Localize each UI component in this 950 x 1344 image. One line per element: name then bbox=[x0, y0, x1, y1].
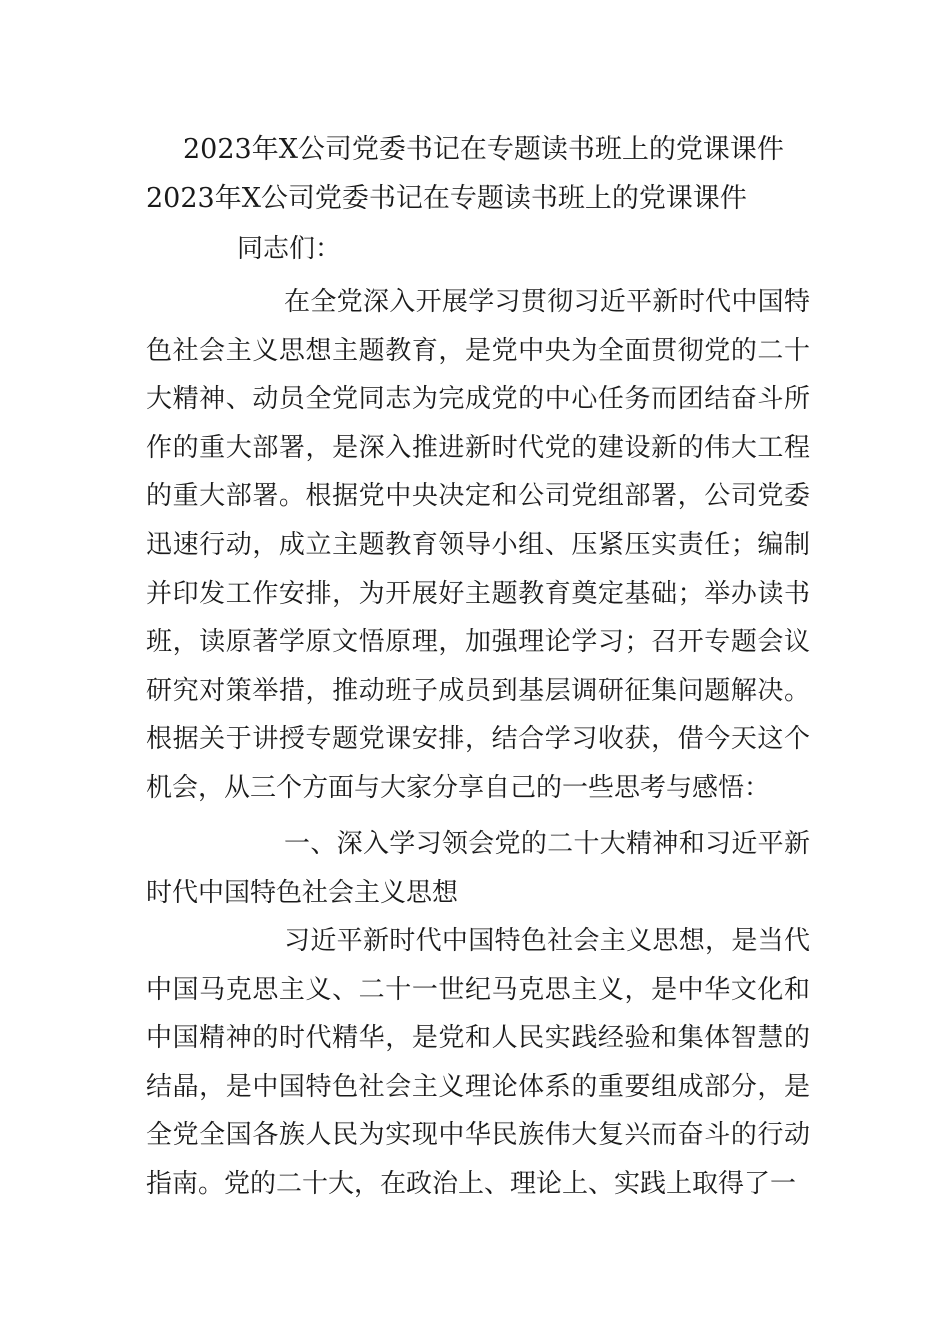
body-paragraph: 习近平新时代中国特色社会主义思想，是当代中国马克思主义、二十一世纪马克思主义，是中华文化和中国精神的时代精华，是党和人民实践经验和集体智慧的结晶，是中国特色社会主义理论体系的重要组成部分，是全党全国各族人民为实现中华民族伟大复兴而奋斗的行动指南。党的二十大，在政治上、理论上、实践上取得了一 bbox=[146, 926, 810, 1199]
salutation: 同志们： bbox=[237, 234, 342, 264]
document-title: 2023年X公司党委书记在专题读书班上的党课课件 bbox=[183, 134, 784, 165]
document-title-repeat: 2023年X公司党委书记在专题读书班上的党课课件 bbox=[146, 183, 747, 214]
intro-paragraph: 在全党深入开展学习贯彻习近平新时代中国特色社会主义思想主题教育，是党中央为全面贯彻党的二十大精神、动员全党同志为完成党的中心任务而团结奋斗所作的重大部署，是深入推进新时代党的建设新的伟大工程的重大部署。根据党中央决定和公司党组部署，公司党委迅速行动，成立主题教育领导小组、压紧压实责任；编制并印发工作安排，为开展好主题教育奠定基础；举办读书班，读原著学原文悟原理，加强理论学习；召开专题会议研究对策举措，推动班子成员到基层调研征集问题解决。根据关于讲授专题党课安排，结合学习收获，借今天这个机会，从三个方面与大家分享自己的一些思考与感悟： bbox=[146, 287, 810, 803]
section-heading: 一、深入学习领会党的二十大精神和习近平新时代中国特色社会主义思想 bbox=[146, 829, 810, 908]
